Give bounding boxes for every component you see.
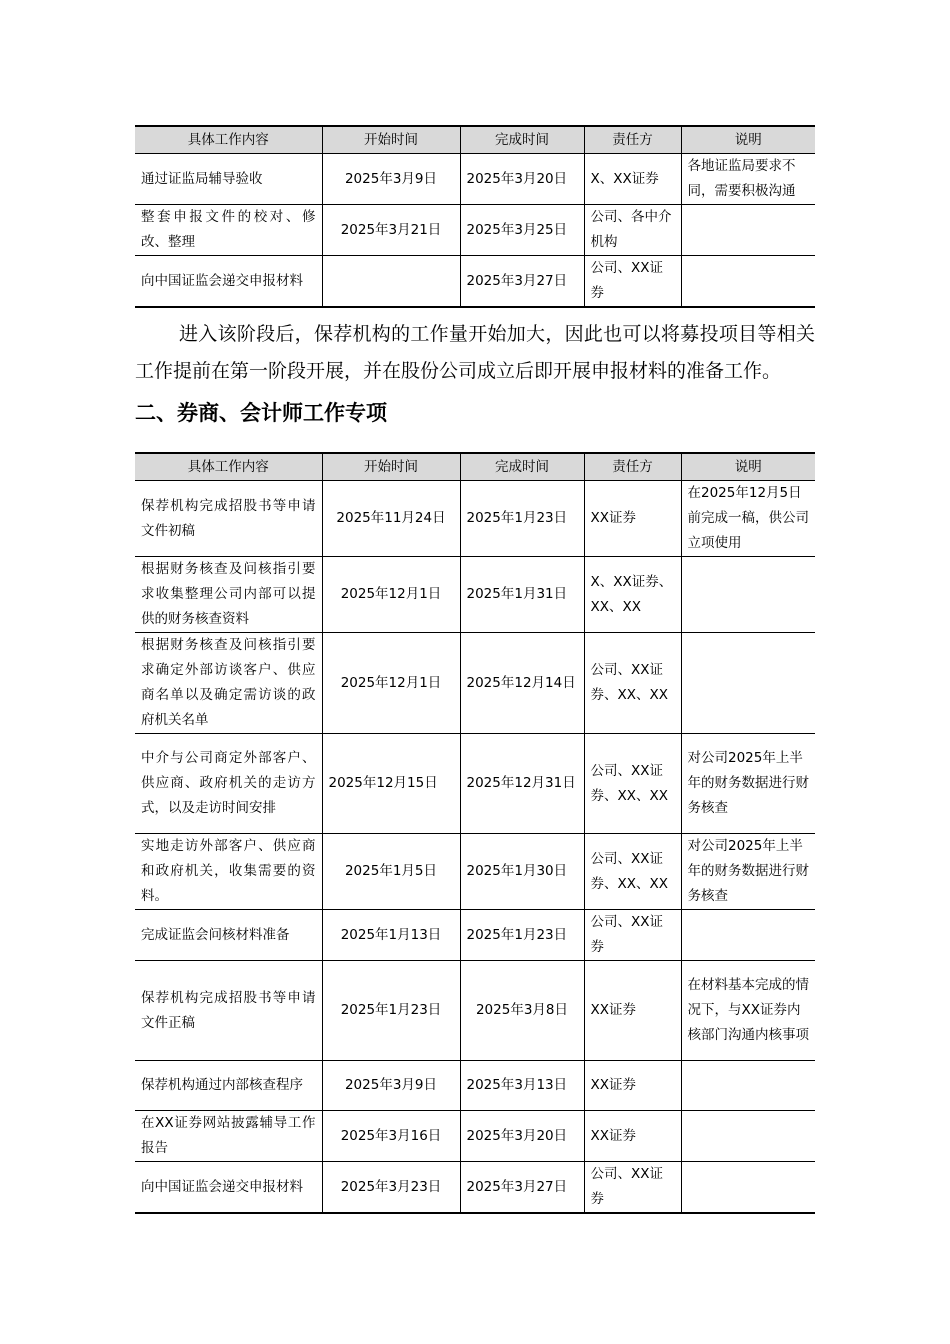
task-cell: 实地走访外部客户、供应商和政府机关，收集需要的资料。	[135, 834, 322, 910]
table-row	[135, 734, 815, 834]
party-cell: XX证券	[584, 961, 681, 1061]
task-cell: 整套申报文件的校对、修改、整理	[135, 205, 322, 256]
table-row	[135, 557, 815, 633]
end-date-cell: 2025年3月25日	[460, 205, 584, 256]
note-cell	[681, 1111, 815, 1162]
end-date-cell: 2025年3月20日	[460, 1111, 584, 1162]
table-header-row	[135, 126, 815, 154]
note-cell	[681, 205, 815, 256]
table-row	[135, 481, 815, 557]
header-note: 说明	[681, 453, 815, 481]
start-date-cell: 2025年3月9日	[322, 1061, 460, 1111]
note-cell	[681, 1162, 815, 1214]
table-row	[135, 834, 815, 910]
end-date-cell: 2025年3月8日	[460, 961, 584, 1061]
start-date-cell	[322, 256, 460, 308]
party-cell: XX证券	[584, 1111, 681, 1162]
table-row	[135, 1061, 815, 1111]
table-row	[135, 256, 815, 308]
party-cell: 公司、XX证券	[584, 256, 681, 308]
end-date-cell: 2025年12月31日	[460, 734, 584, 834]
task-cell: 保荐机构通过内部核查程序	[135, 1061, 322, 1111]
task-cell: 保荐机构完成招股书等申请文件正稿	[135, 961, 322, 1061]
start-date-cell: 2025年1月5日	[322, 834, 460, 910]
header-end: 完成时间	[460, 453, 584, 481]
end-date-cell: 2025年1月23日	[460, 481, 584, 557]
start-date-cell: 2025年3月16日	[322, 1111, 460, 1162]
note-cell	[681, 633, 815, 734]
task-cell: 完成证监会问核材料准备	[135, 910, 322, 961]
start-date-cell: 2025年12月1日	[322, 633, 460, 734]
header-start: 开始时间	[322, 126, 460, 154]
section-heading: 二、券商、会计师工作专项	[135, 401, 387, 425]
party-cell: 公司、XX证券	[584, 910, 681, 961]
note-cell: 各地证监局要求不同，需要积极沟通	[681, 154, 815, 205]
party-cell: X、XX证券、XX、XX	[584, 557, 681, 633]
body-paragraph: 进入该阶段后，保荐机构的工作量开始加大，因此也可以将募投项目等相关工作提前在第一阶段开展，并在股份公司成立后即开展申报材料的准备工作。	[135, 323, 815, 382]
party-cell: XX证券	[584, 481, 681, 557]
header-start: 开始时间	[322, 453, 460, 481]
note-cell: 在2025年12月5日前完成一稿，供公司立项使用	[681, 481, 815, 557]
party-cell: 公司、XX证券	[584, 1162, 681, 1214]
task-cell: 向中国证监会递交申报材料	[135, 1162, 322, 1214]
start-date-cell: 2025年12月1日	[322, 557, 460, 633]
end-date-cell: 2025年3月13日	[460, 1061, 584, 1111]
note-cell	[681, 557, 815, 633]
party-cell: 公司、XX证券、XX、XX	[584, 734, 681, 834]
note-cell	[681, 256, 815, 308]
table-row	[135, 633, 815, 734]
start-date-cell: 2025年3月23日	[322, 1162, 460, 1214]
header-end: 完成时间	[460, 126, 584, 154]
start-date-cell: 2025年1月23日	[322, 961, 460, 1061]
note-cell: 对公司2025年上半年的财务数据进行财务核查	[681, 834, 815, 910]
end-date-cell: 2025年1月30日	[460, 834, 584, 910]
table-row	[135, 910, 815, 961]
table-row	[135, 961, 815, 1061]
start-date-cell: 2025年1月13日	[322, 910, 460, 961]
party-cell: X、XX证券	[584, 154, 681, 205]
end-date-cell: 2025年3月27日	[460, 1162, 584, 1214]
start-date-cell: 2025年3月21日	[322, 205, 460, 256]
table-header-row	[135, 453, 815, 481]
task-cell: 保荐机构完成招股书等申请文件初稿	[135, 481, 322, 557]
end-date-cell: 2025年3月20日	[460, 154, 584, 205]
task-cell: 根据财务核查及问核指引要求确定外部访谈客户、供应商名单以及确定需访谈的政府机关名单	[135, 633, 322, 734]
header-task: 具体工作内容	[135, 126, 322, 154]
task-cell: 向中国证监会递交申报材料	[135, 256, 322, 308]
start-date-cell: 2025年12月15日	[322, 734, 460, 834]
end-date-cell: 2025年3月27日	[460, 256, 584, 308]
note-cell: 对公司2025年上半年的财务数据进行财务核查	[681, 734, 815, 834]
end-date-cell: 2025年1月23日	[460, 910, 584, 961]
header-task: 具体工作内容	[135, 453, 322, 481]
party-cell: XX证券	[584, 1061, 681, 1111]
schedule-table-1	[135, 125, 815, 308]
note-cell	[681, 1061, 815, 1111]
party-cell: 公司、XX证券、XX、XX	[584, 633, 681, 734]
task-cell: 通过证监局辅导验收	[135, 154, 322, 205]
task-cell: 根据财务核查及问核指引要求收集整理公司内部可以提供的财务核查资料	[135, 557, 322, 633]
note-cell	[681, 910, 815, 961]
table-row	[135, 154, 815, 205]
header-party: 责任方	[584, 126, 681, 154]
table-row	[135, 205, 815, 256]
party-cell: 公司、XX证券、XX、XX	[584, 834, 681, 910]
end-date-cell: 2025年1月31日	[460, 557, 584, 633]
task-cell: 在XX证券网站披露辅导工作报告	[135, 1111, 322, 1162]
note-cell: 在材料基本完成的情况下，与XX证券内核部门沟通内核事项	[681, 961, 815, 1061]
table-row	[135, 1111, 815, 1162]
start-date-cell: 2025年3月9日	[322, 154, 460, 205]
schedule-table-2	[135, 452, 815, 1214]
start-date-cell: 2025年11月24日	[322, 481, 460, 557]
header-party: 责任方	[584, 453, 681, 481]
table-row	[135, 1162, 815, 1214]
end-date-cell: 2025年12月14日	[460, 633, 584, 734]
party-cell: 公司、各中介机构	[584, 205, 681, 256]
header-note: 说明	[681, 126, 815, 154]
task-cell: 中介与公司商定外部客户、供应商、政府机关的走访方式，以及走访时间安排	[135, 734, 322, 834]
